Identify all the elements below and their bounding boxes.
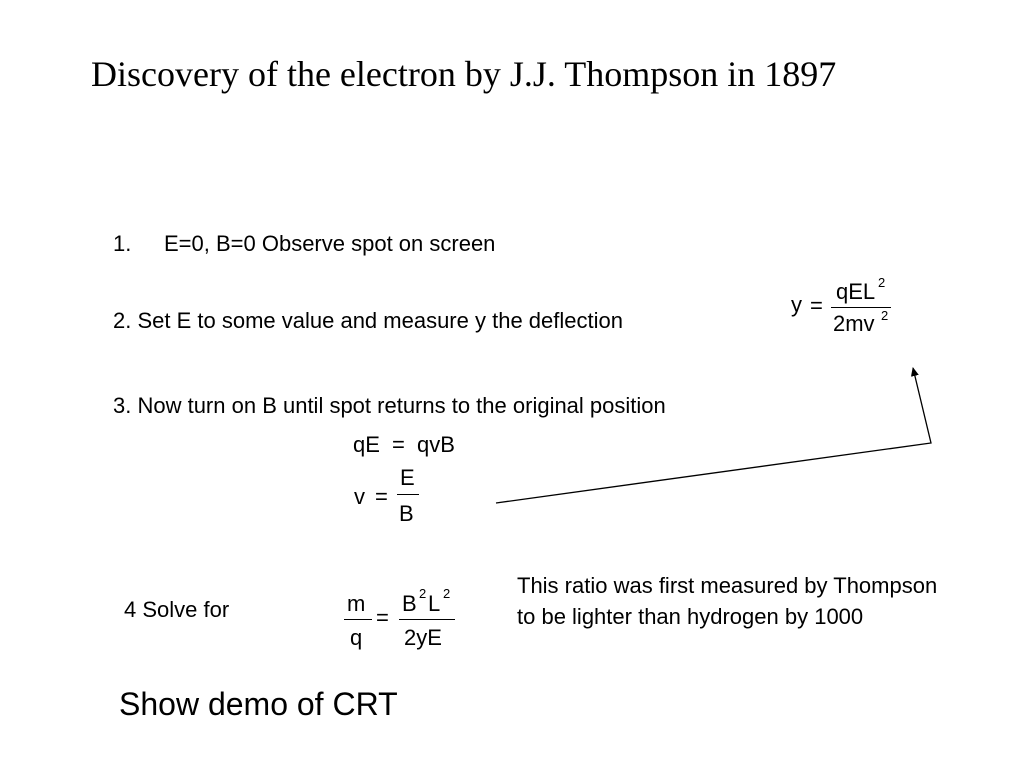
formula-velocity-equals: = [375, 484, 388, 509]
formula-force-rhs: qvB [417, 432, 455, 457]
connector-arrow-line [496, 368, 931, 503]
step-4-text: 4 Solve for [124, 597, 230, 622]
step-3-text: 3. Now turn on B until spot returns to the original position [113, 393, 666, 418]
formula-deflection-lhs: y [791, 292, 802, 317]
formula-force-equals: = [392, 432, 405, 457]
step-1-text: E=0, B=0 Observe spot on screen [164, 231, 496, 256]
step-1-number: 1. [113, 231, 132, 256]
formula-deflection-denominator: 2mv [833, 311, 875, 336]
step-2-text: 2. Set E to some value and measure y the deflection [113, 308, 623, 333]
formula-ratio-equals: = [376, 605, 389, 630]
formula-deflection-denominator-exponent: 2 [881, 308, 889, 323]
note-line-2: to be lighter than hydrogen by 1000 [517, 604, 864, 629]
formula-ratio-lhs-numerator: m [347, 591, 366, 616]
slide-title: Discovery of the electron by J.J. Thompson in 1897 [91, 54, 837, 94]
formula-force-lhs: qE [353, 432, 380, 457]
note-line-1: This ratio was first measured by Thompson [517, 573, 938, 598]
formula-ratio-rhs-b: B [402, 591, 417, 616]
formula-velocity-denominator: B [399, 501, 414, 526]
formula-deflection-numerator-exponent: 2 [878, 275, 886, 290]
formula-ratio-lhs-denominator: q [350, 625, 363, 650]
formula-ratio-rhs-l-exponent: 2 [443, 586, 451, 601]
formula-velocity-lhs: v [354, 484, 365, 509]
formula-ratio-rhs-b-exponent: 2 [419, 586, 427, 601]
formula-ratio-rhs-l: L [428, 591, 441, 616]
formula-deflection-numerator: qEL [836, 279, 876, 304]
formula-ratio-rhs-denominator: 2yE [404, 625, 442, 650]
formula-velocity-numerator: E [400, 465, 415, 490]
formula-deflection-equals: = [810, 293, 823, 318]
crt-demo-text: Show demo of CRT [119, 686, 398, 722]
